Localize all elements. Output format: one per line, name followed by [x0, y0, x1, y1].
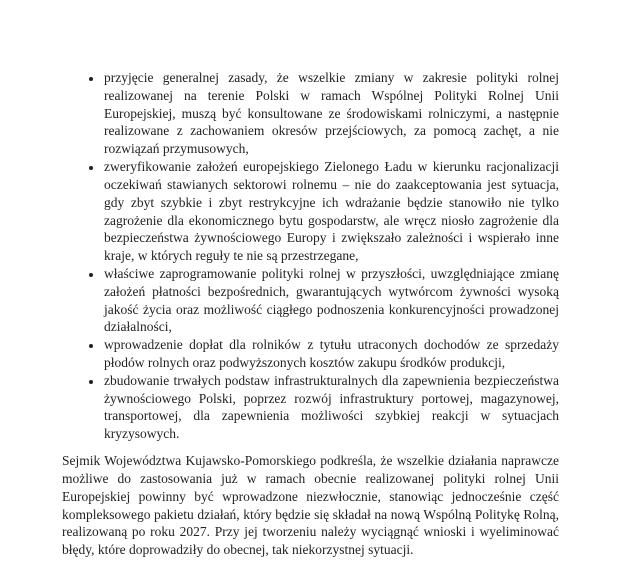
document-content: [62, 69, 559, 559]
bullet-list: [62, 69, 559, 443]
bullet-item-3: • właściwe zaprogramowanie polityki rolnej w przyszłości, uwzględniające zmianę założeń płatności bezpośrednich, gwarantujących wytwórcom żywności wysoką jakość życia oraz możliwość ciągłego podnoszenia konkurencyjności prowadzonej działalności,: [103, 265, 559, 336]
bullet-item-4: • wprowadzenie dopłat dla rolników z tytułu utraconych dochodów ze sprzedaży płodów rolnych oraz podwyższonych kosztów zakupu środków produkcji,: [103, 336, 559, 372]
bullet-item-1: • przyjęcie generalnej zasady, że wszelkie zmiany w zakresie polityki rolnej realizowanej na terenie Polski w ramach Wspólnej Polityki Rolnej Unii Europejskiej, muszą być konsultowane ze środowiskami rolniczymi, a następnie realizowane z zachowaniem okresów przejściowych, za pomocą zachęt, a nie rozwiązań przymusowych,: [103, 69, 559, 158]
bullet-item-5: • zbudowanie trwałych podstaw infrastrukturalnych dla zapewnienia bezpieczeństwa żywnościowego Polski, poprzez rozwój infrastruktury portowej, magazynowej, transportowej, dla zapewnienia możliwości szybkiej reakcji w sytuacjach kryzysowych.: [103, 372, 559, 443]
bullet-item-2: • zweryfikowanie założeń europejskiego Zielonego Ładu w kierunku racjonalizacji oczekiwań stawianych sektorowi rolnemu – nie do zaakceptowania jest sytuacja, gdy zbyt szybkie i zbyt restrykcyjne ich wdrażanie będzie stanowiło nie tylko zagrożenie dla ekonomicznego bytu gospodarstw, ale wręcz niosło zagrożenie dla bezpieczeństwa żywnościowego Europy i zwiększało zależności i wspierało inne kraje, w których reguły te nie są przestrzegane,: [103, 158, 559, 265]
closing-paragraph: Sejmik Województwa Kujawsko-Pomorskiego podkreśla, że wszelkie działania naprawcze możliwe do zastosowania już w ramach obecnie realizowanej polityki rolnej Unii Europejskiej powinny być wprowadzone niezwłocznie, stanowiąc jednocześnie część kompleksowego pakietu działań, który będzie się składał na nową Wspólną Politykę Rolną, realizowaną po roku 2027. Przy jej tworzeniu należy wyciągnąć wnioski i wyeliminować błędy, które doprowadziły do obecnej, tak niekorzystnej sytuacji.: [62, 453, 559, 558]
